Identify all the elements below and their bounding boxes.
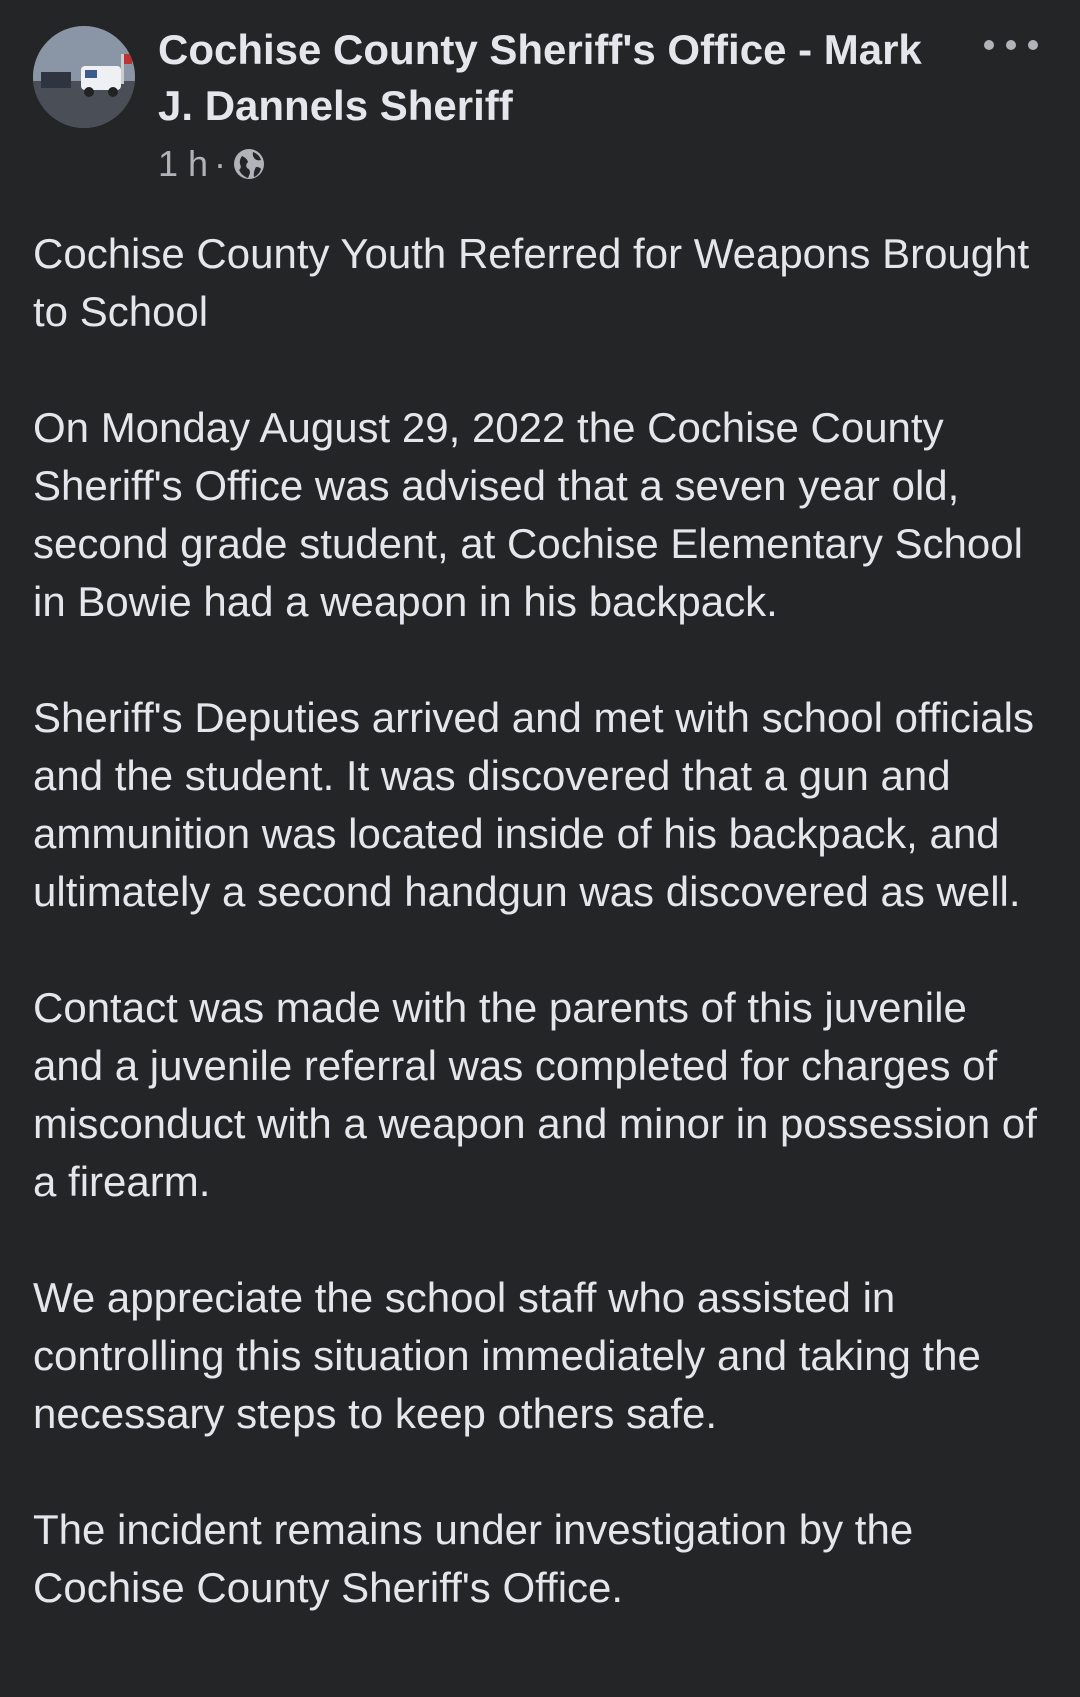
post-headline: Cochise County Youth Referred for Weapons Brought to School	[33, 230, 1030, 335]
post-paragraph: We appreciate the school staff who assisted in controlling this situation immediately and taking the necessary steps to keep others safe.	[33, 1274, 981, 1437]
page-name[interactable]: Cochise County Sheriff's Office - Mark J. Dannels Sheriff	[158, 26, 922, 129]
post-paragraph: Sheriff's Deputies arrived and met with school officials and the student. It was discovered that a gun and ammunition was located inside of his backpack, and ultimately a second handgun was discovered as well.	[33, 694, 1034, 915]
more-dot	[1028, 40, 1038, 50]
globe-icon	[232, 147, 266, 181]
post-header	[0, 0, 1080, 200]
avatar-photo	[33, 26, 135, 128]
more-dot	[984, 40, 994, 50]
meta-separator: ·	[214, 143, 227, 184]
post-paragraph: On Monday August 29, 2022 the Cochise County Sheriff's Office was advised that a seven year old, second grade student, at Cochise Elementary School in Bowie had a weapon in his backpack.	[33, 404, 1023, 625]
more-options-icon[interactable]	[984, 30, 1038, 60]
page-avatar[interactable]	[33, 26, 135, 128]
post-meta	[158, 140, 266, 188]
more-dot	[1006, 40, 1016, 50]
post-paragraph: The incident remains under investigation by the Cochise County Sheriff's Office.	[33, 1506, 914, 1611]
post-body	[33, 225, 1043, 1675]
post-paragraph: Contact was made with the parents of this juvenile and a juvenile referral was completed for charges of misconduct with a weapon and minor in possession of a firearm.	[33, 984, 1037, 1205]
post-timestamp[interactable]: 1 h	[158, 143, 209, 184]
